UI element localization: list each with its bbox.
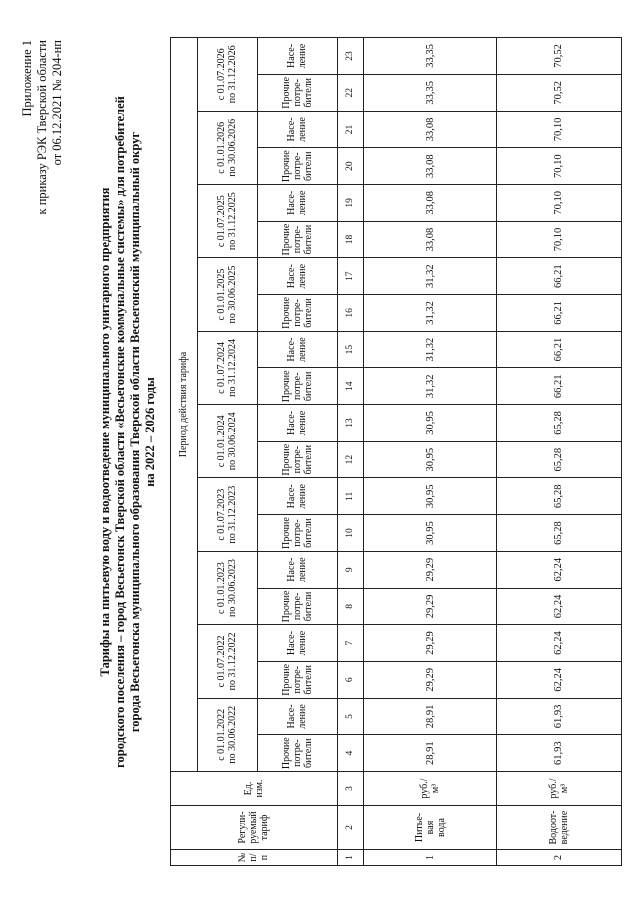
tariff-value-cell: 62,24 <box>496 551 621 588</box>
column-number: 8 <box>337 588 364 625</box>
row-unit-line: руб./ <box>547 778 559 799</box>
tariff-value-cell: 70,10 <box>496 185 621 222</box>
period-to: по 31.12.2024 <box>227 339 239 397</box>
tariff-value-cell: 31,32 <box>364 331 497 368</box>
header-text: Насе- <box>286 410 298 435</box>
header-other-consumers <box>258 441 338 478</box>
tariff-value-cell: 70,52 <box>496 38 621 75</box>
header-text: бители <box>302 738 314 768</box>
row-name-line: ведение <box>558 810 570 845</box>
header-text: ление <box>297 263 309 289</box>
header-text: Прочие <box>280 76 292 109</box>
header-text: № <box>237 852 249 863</box>
row-name-line: Питье- <box>413 812 425 843</box>
header-text: Насе- <box>286 190 298 215</box>
header-text: ление <box>297 117 309 142</box>
header-text: Прочие <box>280 443 292 476</box>
row-unit-line: м³ <box>430 783 442 794</box>
period-to: по 30.06.2026 <box>227 118 239 177</box>
header-text: Прочие <box>280 737 292 770</box>
tariff-value-cell: 30,95 <box>364 478 497 515</box>
header-text: Ед. <box>242 781 254 796</box>
header-text: бители <box>302 224 314 255</box>
tariff-value-cell: 29,29 <box>364 588 497 625</box>
header-text: Насе- <box>286 264 298 289</box>
period-header <box>197 625 258 698</box>
column-number: 17 <box>337 258 364 295</box>
period-from: с 01.01.2023 <box>216 562 228 615</box>
column-number: 1 <box>337 850 364 866</box>
period-from: с 01.07.2025 <box>216 195 228 248</box>
column-number: 21 <box>337 111 364 148</box>
row-unit <box>364 772 497 806</box>
header-text: потре- <box>291 592 303 621</box>
header-population <box>258 405 338 442</box>
period-header <box>197 405 258 478</box>
period-to: по 31.12.2026 <box>227 45 239 104</box>
period-from: с 01.01.2024 <box>216 415 228 468</box>
header-text: бители <box>302 77 314 108</box>
header-text: п/ <box>248 853 260 862</box>
tariff-table <box>170 37 622 866</box>
tariff-value-cell: 33,35 <box>364 74 497 111</box>
period-to: по 31.12.2025 <box>227 192 239 251</box>
document-title <box>98 0 158 884</box>
header-text: руемый <box>248 811 260 844</box>
appendix-line-2: к приказу РЭК Тверской области <box>35 40 49 215</box>
tariff-value-cell: 66,21 <box>496 295 621 332</box>
period-from: с 01.01.2025 <box>216 268 228 321</box>
header-text: ление <box>297 557 309 583</box>
column-number: 13 <box>337 405 364 442</box>
period-from: с 01.07.2023 <box>216 488 228 541</box>
header-other-consumers <box>258 735 338 772</box>
column-number: 22 <box>337 74 364 111</box>
header-text: Регули- <box>237 811 249 844</box>
header-text: Прочие <box>280 663 292 696</box>
row-number: 1 <box>364 850 497 866</box>
tariff-value-cell: 65,28 <box>496 405 621 442</box>
column-number: 3 <box>337 772 364 806</box>
header-other-consumers <box>258 515 338 552</box>
tariff-value-cell: 28,91 <box>364 735 497 772</box>
header-text: ление <box>297 337 309 362</box>
header-text: изм. <box>253 779 265 798</box>
tariff-value-cell: 33,35 <box>364 38 497 75</box>
row-tariff-name <box>496 806 621 850</box>
header-text: потре- <box>291 445 303 474</box>
header-text: Прочие <box>280 150 292 183</box>
period-to: по 30.06.2022 <box>227 705 239 764</box>
header-text: Прочие <box>280 297 292 329</box>
header-text: бители <box>302 518 314 548</box>
header-text: Прочие <box>280 223 292 256</box>
tariff-value-cell: 65,28 <box>496 515 621 552</box>
appendix-line-3: от 06.12.2021 № 204-нп <box>50 40 64 166</box>
tariff-value-cell: 29,29 <box>364 625 497 662</box>
header-text: потре- <box>291 79 303 107</box>
header-other-consumers <box>258 221 338 258</box>
header-text: Насе- <box>286 484 298 509</box>
header-text: Насе- <box>286 337 298 362</box>
row-number: 2 <box>496 850 621 866</box>
tariff-value-cell: 65,28 <box>496 478 621 515</box>
header-period <box>171 38 198 772</box>
header-text: п <box>259 854 271 861</box>
header-text: Насе- <box>286 557 298 582</box>
header-text: ление <box>297 630 309 656</box>
header-text: бители <box>302 444 314 475</box>
header-other-consumers <box>258 295 338 332</box>
column-number: 19 <box>337 185 364 222</box>
column-number: 11 <box>337 478 364 515</box>
header-text: ление <box>297 704 309 729</box>
tariff-value-cell: 28,91 <box>364 698 497 735</box>
period-header <box>197 551 258 624</box>
tariff-value-cell: 61,93 <box>496 735 621 772</box>
column-number: 9 <box>337 551 364 588</box>
row-name-line: вая <box>424 820 436 835</box>
title-line-4: на 2022 – 2026 годы <box>143 377 157 487</box>
column-number: 10 <box>337 515 364 552</box>
tariff-value-cell: 70,10 <box>496 111 621 148</box>
header-text: Насе- <box>286 631 298 656</box>
period-to: по 31.12.2022 <box>227 632 239 691</box>
row-unit <box>496 772 621 806</box>
header-population <box>258 258 338 295</box>
tariff-value-cell: 29,29 <box>364 661 497 698</box>
header-other-consumers <box>258 148 338 185</box>
period-header <box>197 698 258 771</box>
tariff-value-cell: 30,95 <box>364 441 497 478</box>
column-number: 5 <box>337 698 364 735</box>
tariff-value-cell: 33,08 <box>364 185 497 222</box>
appendix-line-1: Приложение 1 <box>20 40 34 117</box>
row-name-line: Водоот- <box>547 810 559 845</box>
period-header <box>197 478 258 551</box>
table-row <box>496 38 621 866</box>
period-from: с 01.01.2022 <box>216 708 228 761</box>
header-period-text: Период действия тарифа <box>178 351 190 458</box>
period-to: по 30.06.2025 <box>227 265 239 324</box>
header-text: ление <box>297 190 309 216</box>
tariff-value-cell: 70,10 <box>496 221 621 258</box>
header-unit <box>171 772 338 806</box>
header-text: Насе- <box>286 43 298 68</box>
header-row-number <box>171 850 338 866</box>
header-population <box>258 698 338 735</box>
header-other-consumers <box>258 368 338 405</box>
period-header <box>197 331 258 404</box>
tariff-value-cell: 66,21 <box>496 368 621 405</box>
tariff-value-cell: 66,21 <box>496 258 621 295</box>
tariff-value-cell: 30,95 <box>364 515 497 552</box>
period-header <box>197 185 258 258</box>
header-text: потре- <box>291 152 303 180</box>
column-number: 14 <box>337 368 364 405</box>
header-population <box>258 331 338 368</box>
column-number: 2 <box>337 806 364 850</box>
column-number: 18 <box>337 221 364 258</box>
header-text: потре- <box>291 519 303 547</box>
header-population <box>258 625 338 662</box>
column-number: 23 <box>337 38 364 75</box>
header-text: Насе- <box>286 704 298 729</box>
header-other-consumers <box>258 588 338 625</box>
header-text: потре- <box>291 372 303 401</box>
period-from: с 01.07.2026 <box>216 48 228 101</box>
period-from: с 01.07.2022 <box>216 635 228 688</box>
column-number: 20 <box>337 148 364 185</box>
header-text: ление <box>297 43 309 69</box>
tariff-value-cell: 31,32 <box>364 368 497 405</box>
header-text: тариф <box>259 814 271 841</box>
period-from: с 01.01.2026 <box>216 121 228 174</box>
header-text: ление <box>297 410 309 436</box>
header-other-consumers <box>258 74 338 111</box>
row-tariff-name <box>364 806 497 850</box>
period-to: по 30.06.2024 <box>227 412 239 471</box>
column-number: 12 <box>337 441 364 478</box>
period-to: по 31.12.2023 <box>227 485 239 544</box>
tariff-value-cell: 29,29 <box>364 551 497 588</box>
tariff-value-cell: 70,52 <box>496 74 621 111</box>
tariff-value-cell: 31,32 <box>364 258 497 295</box>
header-population <box>258 478 338 515</box>
period-from: с 01.07.2024 <box>216 341 228 394</box>
tariff-value-cell: 70,10 <box>496 148 621 185</box>
tariff-value-cell: 33,08 <box>364 148 497 185</box>
header-text: бители <box>302 591 314 622</box>
title-line-3: города Весьегонска муниципального образования Тверской области Весьегонский муниципальный округ <box>128 131 142 733</box>
title-line-1: Тарифы на питьевую воду и водоотведение муниципального унитарного предприятия <box>98 187 112 677</box>
tariff-value-cell: 33,08 <box>364 221 497 258</box>
tariff-value-cell: 65,28 <box>496 441 621 478</box>
tariff-value-cell: 30,95 <box>364 405 497 442</box>
title-line-2: городского поселения – город Весьегонск Тверской области «Весьегонские коммунальные системы» для потребителей <box>113 96 127 768</box>
tariff-value-cell: 66,21 <box>496 331 621 368</box>
tariff-value-cell: 62,24 <box>496 588 621 625</box>
tariff-value-cell: 62,24 <box>496 661 621 698</box>
header-text: Прочие <box>280 370 292 403</box>
period-header <box>197 258 258 331</box>
header-text: потре- <box>291 739 303 767</box>
header-population <box>258 185 338 222</box>
column-number: 4 <box>337 735 364 772</box>
tariff-value-cell: 62,24 <box>496 625 621 662</box>
header-population <box>258 38 338 75</box>
header-other-consumers <box>258 661 338 698</box>
row-unit-line: руб./ <box>419 778 431 799</box>
header-text: Прочие <box>280 517 292 549</box>
tariff-value-cell: 61,93 <box>496 698 621 735</box>
table-row <box>364 38 497 866</box>
header-text: потре- <box>291 299 303 327</box>
column-number: 7 <box>337 625 364 662</box>
column-number: 15 <box>337 331 364 368</box>
column-number: 6 <box>337 661 364 698</box>
header-text: бители <box>302 298 314 328</box>
header-population <box>258 551 338 588</box>
header-text: Насе- <box>286 117 298 142</box>
header-text: потре- <box>291 225 303 254</box>
header-population <box>258 111 338 148</box>
period-to: по 30.06.2023 <box>227 559 239 617</box>
header-text: потре- <box>291 666 303 694</box>
header-tariff <box>171 806 338 850</box>
column-number: 16 <box>337 295 364 332</box>
tariff-value-cell: 33,08 <box>364 111 497 148</box>
row-unit-line: м³ <box>558 783 570 794</box>
header-text: бители <box>302 371 314 402</box>
tariff-value-cell: 31,32 <box>364 295 497 332</box>
header-text: бители <box>302 664 314 695</box>
period-header <box>197 111 258 184</box>
header-text: Прочие <box>280 590 292 623</box>
header-text: ление <box>297 484 309 509</box>
period-header <box>197 38 258 112</box>
header-text: бители <box>302 151 314 181</box>
row-name-line: вода <box>435 818 447 837</box>
